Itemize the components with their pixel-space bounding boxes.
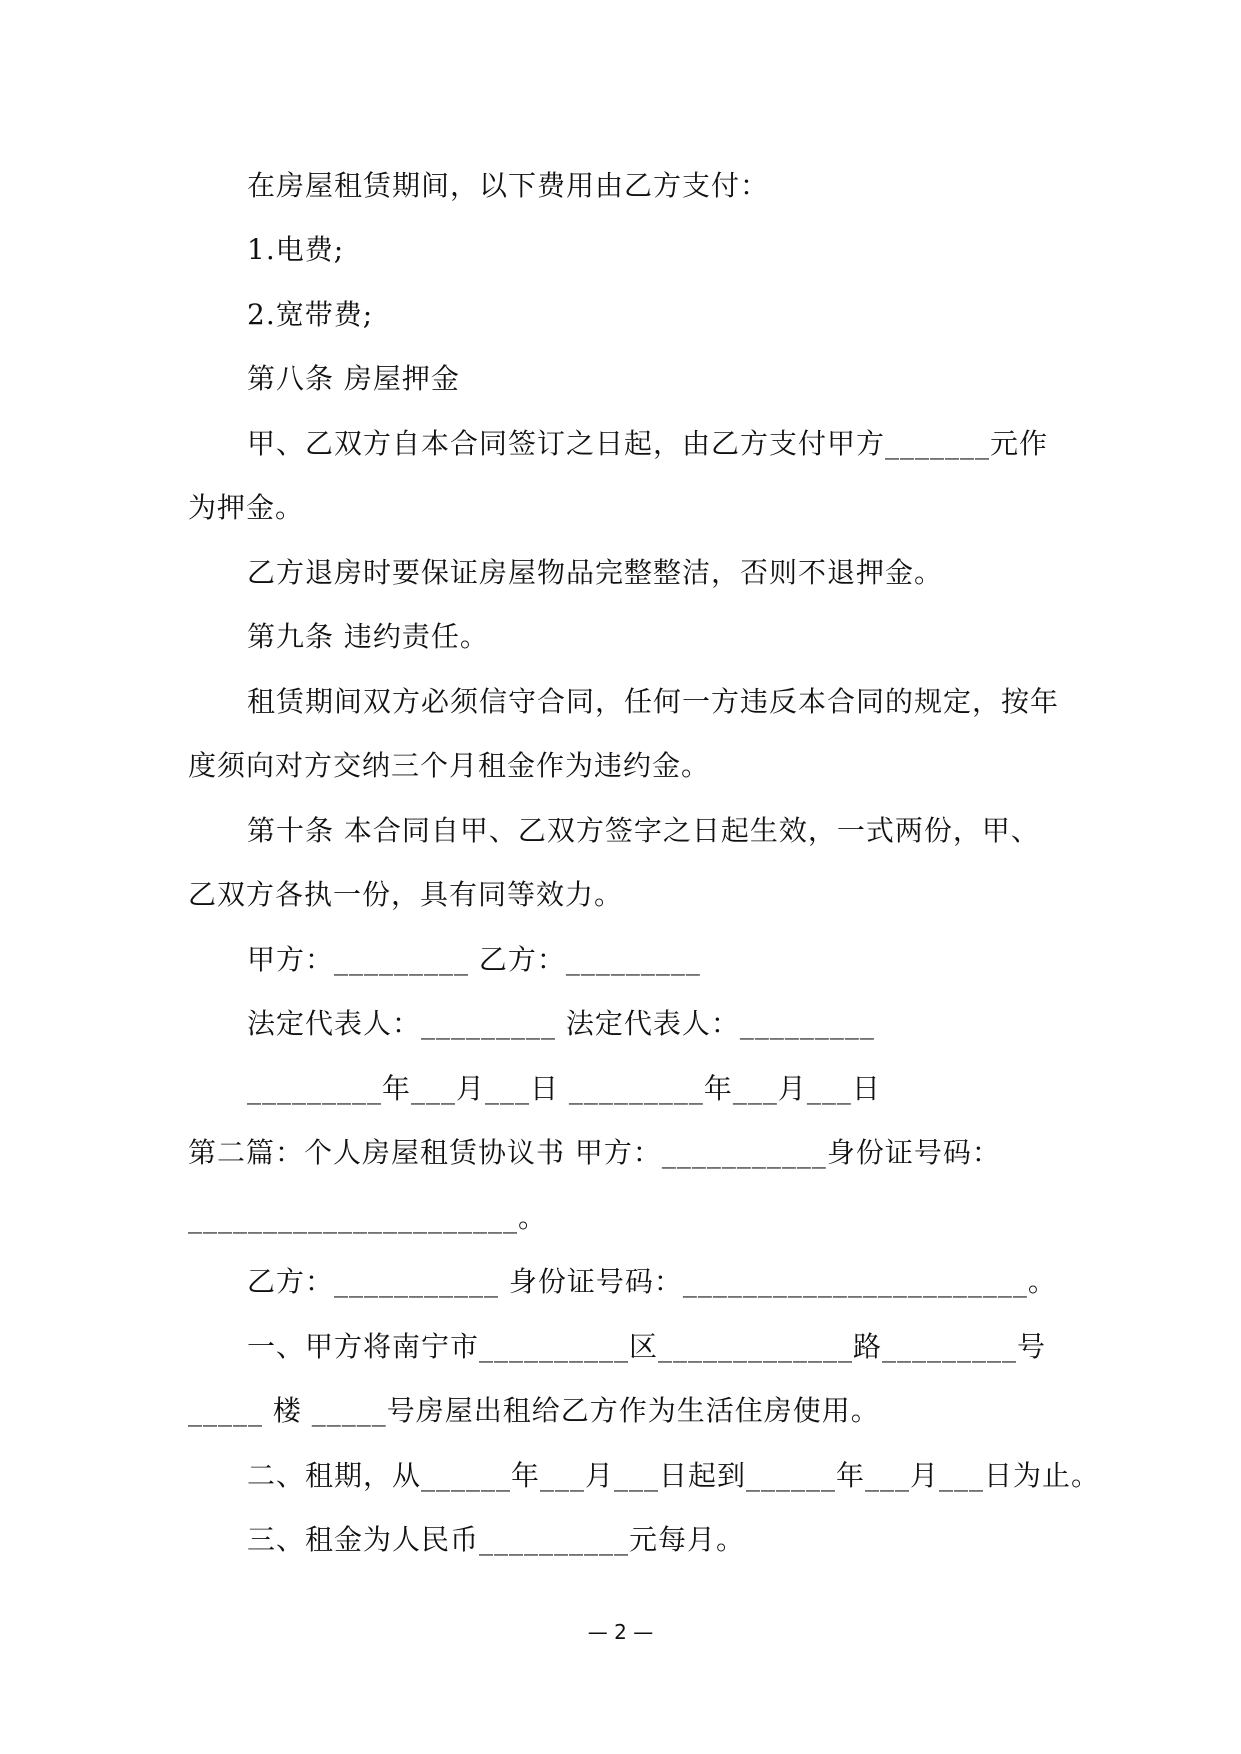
text-line-17: ______________________。 [188, 1201, 548, 1234]
article-10-text: 第十条 本合同自甲、乙双方签字之日起生效，一式两份，甲、 [247, 814, 1040, 847]
clause-2-line: 二、租期，从______年___月___日起到______年___月___日为止。 [247, 1459, 1101, 1492]
text-line-6: 为押金。 [188, 491, 305, 524]
text-line-1: 在房屋租赁期间，以下费用由乙方支付： [247, 169, 770, 202]
text-line-2: 1.电费; [247, 233, 345, 266]
text-line-3: 2.宽带费; [247, 298, 374, 331]
text-line-12: 乙双方各执一份，具有同等效力。 [188, 878, 624, 911]
page-number: — 2 — [587, 1620, 654, 1644]
text-line-20: _____ 楼 _____号房屋出租给乙方作为生活住房使用。 [188, 1394, 880, 1427]
text-line-9: 租赁期间双方必须信守合同，任何一方违反本合同的规定，按年 [247, 685, 1060, 718]
clause-3-line: 三、租金为人民币__________元每月。 [247, 1523, 746, 1556]
date-signature-line: _________年___月___日 _________年___月___日 [247, 1072, 881, 1105]
text-line-18: 乙方：___________ 身份证号码：_______________________。 [247, 1265, 1057, 1298]
party-signature-line: 甲方：_________ 乙方：_________ [247, 943, 701, 976]
clause-1-line: 一、甲方将南宁市__________区_____________路_________号 [247, 1330, 1047, 1363]
text-line-10: 度须向对方交纳三个月租金作为违约金。 [188, 749, 711, 782]
text-line-5: 甲、乙双方自本合同签订之日起，由乙方支付甲方_______元作 [247, 427, 1049, 460]
article-8-heading: 第八条 房屋押金 [247, 362, 460, 395]
legal-rep-signature-line: 法定代表人：_________ 法定代表人：_________ [247, 1007, 875, 1040]
article-9-heading: 第九条 违约责任。 [247, 620, 489, 653]
part-2-heading: 第二篇：个人房屋租赁协议书 甲方：___________身份证号码： [188, 1136, 1001, 1169]
text-line-7: 乙方退房时要保证房屋物品完整整洁，否则不退押金。 [247, 556, 944, 589]
